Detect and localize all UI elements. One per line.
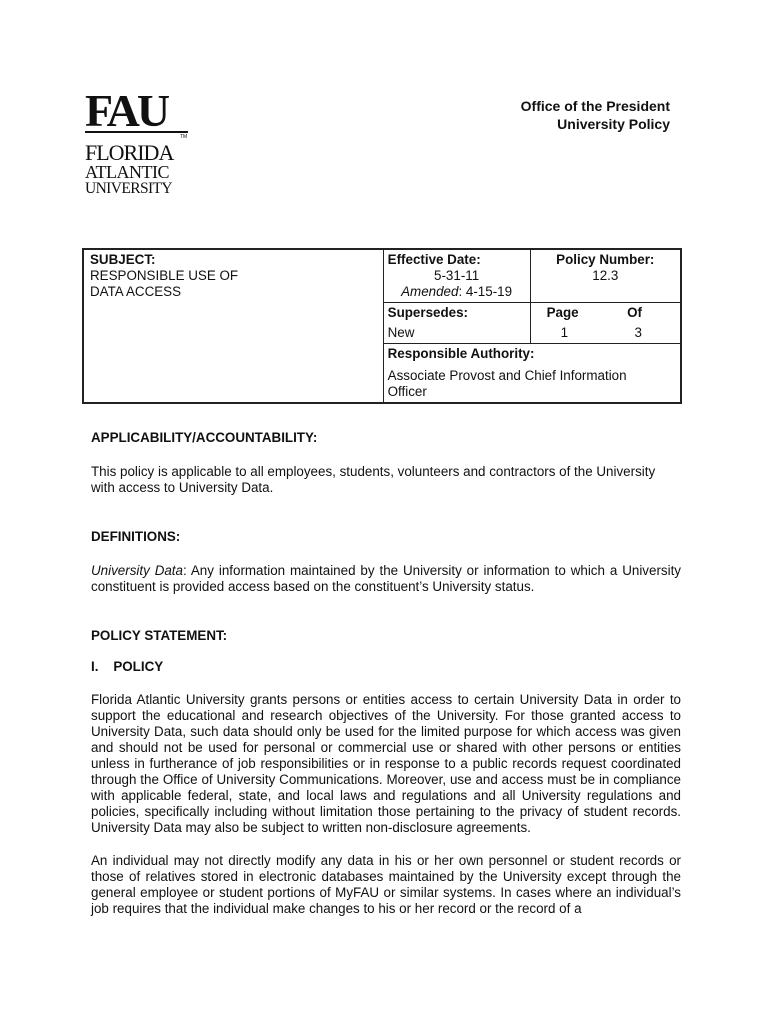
policy-number-value: 12.3: [592, 268, 619, 283]
page-of-values: [530, 323, 681, 344]
authority-line-2: Officer: [387, 384, 427, 399]
policy-header-table: [82, 248, 682, 404]
subject-cell: [83, 249, 383, 403]
definition-text: : Any information maintained by the University or information to which a University constituent is provided access based on the constituent’s University status.: [91, 563, 681, 594]
supersedes-value: New: [383, 323, 530, 344]
amended-label: Amended: [401, 284, 459, 299]
effective-date-value: 5-31-11: [434, 268, 480, 283]
office-heading: [521, 97, 670, 133]
definition-paragraph: [91, 563, 681, 595]
effective-date-label: Effective Date:: [387, 252, 481, 267]
definition-term: University Data: [91, 563, 183, 578]
amended-value: : 4-15-19: [458, 284, 513, 299]
logo-university: UNIVERSITY: [85, 180, 172, 196]
applicability-text: This policy is applicable to all employees, students, volunteers and contractors of the University with access to University Data.: [91, 464, 656, 495]
page-label: Page: [546, 305, 579, 320]
effective-date-cell: [383, 249, 530, 303]
responsible-authority-label: Responsible Authority:: [383, 344, 681, 365]
office-line-2: University Policy: [557, 116, 670, 132]
supersedes-label: Supersedes:: [383, 303, 530, 324]
office-line-1: Office of the President: [520, 98, 670, 114]
applicability-heading: APPLICABILITY/ACCOUNTABILITY:: [91, 430, 318, 445]
policy-number-label: Policy Number:: [556, 252, 655, 267]
policy-paragraph-1: Florida Atlantic University grants persons or entities access to certain University Data in order to support the educational and research objectives of the University. For those granted access to University Data, such data should only be used for the limited purpose for which access was given and should not be used for personal or commercial use or shared with other persons or entities unless in furtherance of job responsibilities or in response to a public records request coordinated through the Office of University Communications. Moreover, use and access must be in compliance with applicable federal, state, and local laws and regulations and all University regulations and policies, specifically including without limitation those pertaining to the privacy of student records. University Data may also be subject to written non-disclosure agreements.: [91, 692, 681, 835]
authority-line-1: Associate Provost and Chief Information: [387, 368, 627, 383]
amended-date: [388, 284, 526, 300]
subject-label: SUBJECT:: [90, 252, 156, 267]
logo-tm: TM: [180, 134, 188, 140]
of-label: Of: [627, 305, 642, 320]
policy-paragraph-2: An individual may not directly modify any data in his or her own personnel or student records or those of relatives stored in electronic databases maintained by the University except through the general employee or student portions of MyFAU or similar systems. In cases where an individual’s job requires that the individual make changes to his or her record or the record of a: [91, 853, 681, 916]
definitions-heading: DEFINITIONS:: [91, 529, 181, 544]
subject-line-2: DATA ACCESS: [90, 284, 182, 299]
fau-logo: [84, 84, 196, 196]
of-value: 3: [634, 325, 642, 340]
policy-body: [91, 430, 681, 917]
subject-line-1: RESPONSIBLE USE OF: [90, 268, 239, 283]
logo-monogram: FAU: [85, 85, 168, 136]
policy-number-cell: [530, 249, 681, 303]
logo-atlantic: ATLANTIC: [85, 162, 169, 182]
policy-section-heading: I. POLICY: [91, 659, 164, 674]
responsible-authority-value: [383, 364, 681, 403]
logo-florida: FLORIDA: [85, 140, 174, 165]
page-of-labels: [530, 303, 681, 324]
policy-statement-heading: POLICY STATEMENT:: [91, 628, 228, 643]
page-value: 1: [560, 325, 569, 340]
